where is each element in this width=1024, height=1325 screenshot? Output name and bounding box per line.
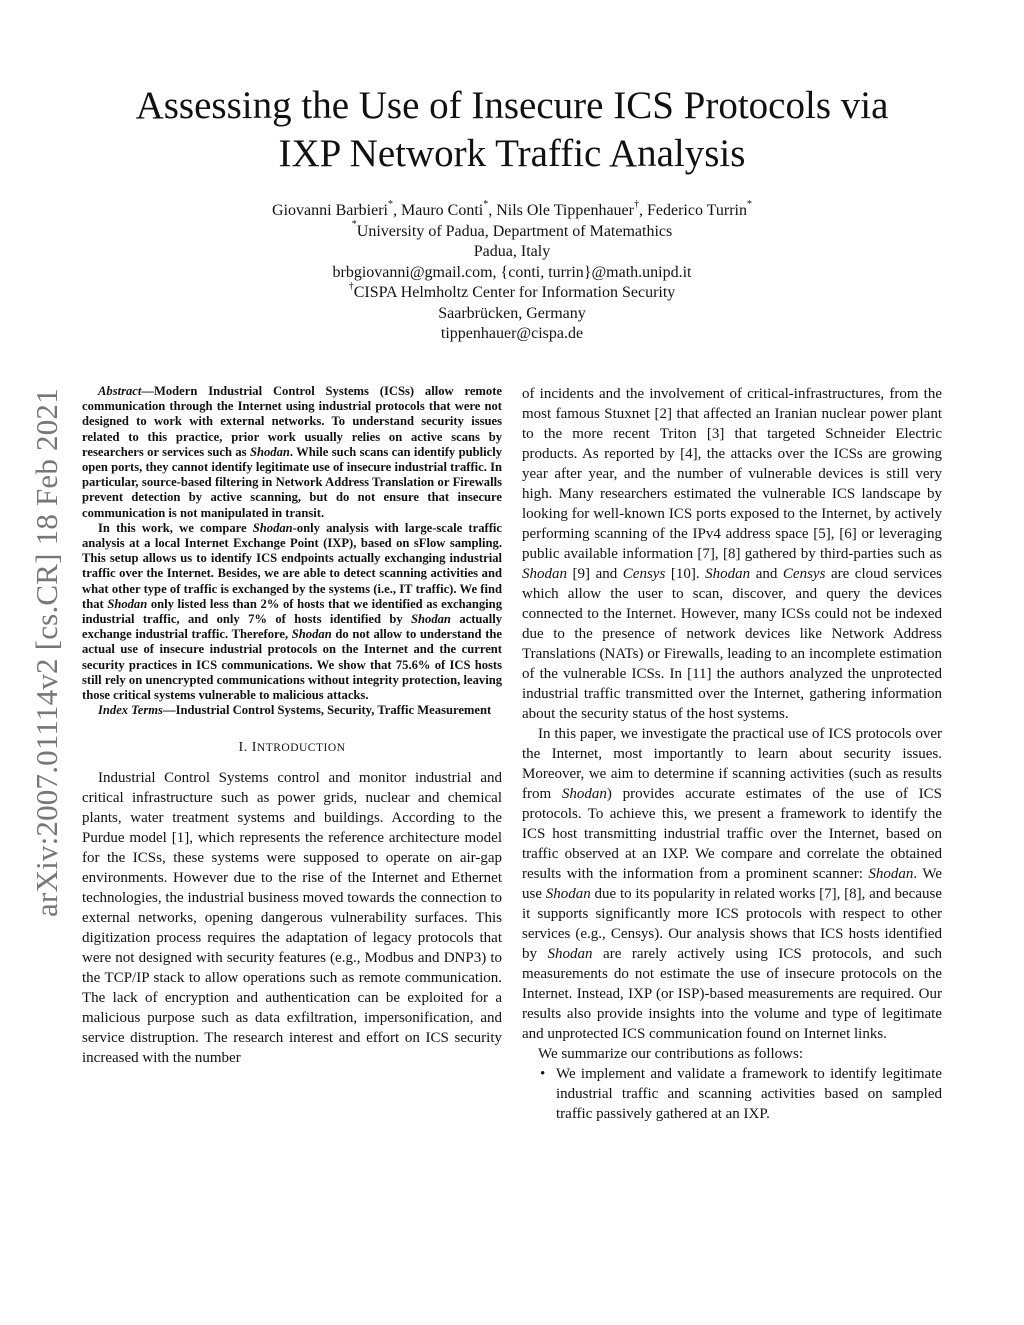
abstract-paragraph-1: Abstract—Modern Industrial Control Systems (ICSs) allow remote communication through the Internet using industrial protocols that were not designed to work with external networks. To understand security issues related to this practice, prior work usually relies on active scans by researchers or services such as Shodan. While such scans can identify publicly open ports, they cannot identify legitimate use of insecure industrial traffic. In particular, source-based filtering in Network Address Translation or Firewalls prevent detection by active scanning, but do not ensure that insecure communication is not manipulated in transit. — [82, 384, 502, 520]
contributions-list — [522, 1064, 942, 1124]
affiliation-1-city: Padua, Italy — [473, 243, 551, 260]
abstract — [82, 384, 502, 718]
right-column — [522, 384, 942, 1124]
title-line-2: IXP Network Traffic Analysis — [278, 132, 746, 175]
author-block — [120, 198, 904, 345]
bullet-icon: • — [540, 1066, 546, 1082]
paper-title — [80, 82, 944, 178]
intro-right — [522, 384, 942, 1124]
affiliation-2-city: Saarbrücken, Germany — [438, 304, 586, 322]
intro-left — [82, 768, 502, 1068]
affiliation-1-email: brbgiovanni@gmail.com, {conti, turrin}@math.unipd.it — [332, 263, 692, 281]
abstract-paragraph-2: In this work, we compare Shodan-only analysis with large-scale traffic analysis at a local Internet Exchange Point (IXP), based on sFlow sampling. This setup allows us to identify ICS endpoints actually exchanging industrial traffic over the Internet. Besides, we are able to detect scanning activities and what other type of traffic is exchanged by the systems (i.e., IT traffic). We find that Shodan only listed less than 2% of hosts that we identified as exchanging industrial traffic, and only 7% of hosts identified by Shodan actually exchange industrial traffic. Therefore, Shodan do not allow to understand the actual use of insecure industrial protocols on the Internet and the current security practices in ICS communications. We show that 75.6% of ICS hosts still rely on unencrypted communications without integrity protection, leaving those critical systems vulnerable to malicious attacks. — [82, 520, 502, 703]
index-terms: Index Terms—Industrial Control Systems, Security, Traffic Measurement — [98, 703, 492, 718]
title-line-1: Assessing the Use of Insecure ICS Protocols via — [135, 84, 889, 127]
affiliation-2-email: tippenhauer@cispa.de — [440, 325, 584, 342]
author-names: Giovanni Barbieri*, Mauro Conti*, Nils Ole Tippenhauer†, Federico Turrin* — [272, 198, 752, 219]
arxiv-identifier: arXiv:2007.01114v2 [cs.CR] 18 Feb 2021 — [29, 388, 64, 917]
intro-paragraph-3: In this paper, we investigate the practical use of ICS protocols over the Internet, most importantly to learn about security issues. Moreover, we aim to determine if scanning activities (such as results from Shodan) provides accurate estimates of the use of ICS protocols. To achieve this, we present a framework to identify the ICS host transmitting industrial traffic over the Internet, based on traffic observed at an IXP. We compare and correlate the obtained results with the information from a prominent scanner: Shodan. We use Shodan due to its popularity in related works [7], [8], and because it supports significantly more ICS protocols with respect to other services (e.g., Censys). Our analysis shows that ICS hosts identified by Shodan are rarely actively using ICS protocols, and such measurements do not estimate the use of insecure protocols on the Internet. Instead, IXP (or ISP)-based measurements are required. Our results also provide insights into the volume and type of legitimate and unprotected ICS communication found on Internet links. — [522, 726, 943, 1042]
list-item: • We implement and validate a framework to identify legitimate industrial traffic and scanning activities based on sampled traffic passively gathered at an IXP. — [540, 1066, 942, 1122]
intro-paragraph-4: We summarize our contributions as follows: — [538, 1046, 803, 1062]
left-column — [82, 384, 502, 1068]
intro-paragraph-1: Industrial Control Systems control and monitor industrial and critical infrastructure such as power grids, nuclear and chemical plants, water treatment systems and buildings. According to the Purdue model [1], which represents the reference architecture model for the ICSs, these systems were supposed to operate on air-gap environments. However due to the rise of the Internet and Ethernet technologies, the industrial business moved towards the connection to external networks, opening dangerous vulnerability surfaces. This digitization process requires the adaptation of legacy protocols that were not designed with security features (e.g., Modbus and DNP3) to the TCP/IP stack to allow operations such as remote communication. The lack of encryption and authentication can be exploited for a malicious purpose such as data exfiltration, impersonification, and service distruption. The research interest and effort on ICS security increased with the number — [82, 770, 502, 1067]
section-heading-introduction: I. INTRODUCTION — [238, 740, 346, 756]
affiliation-2: †CISPA Helmholtz Center for Information Security — [348, 280, 676, 301]
affiliation-1: *University of Padua, Department of Matemathics — [351, 219, 673, 240]
intro-paragraph-2: of incidents and the involvement of critical-infrastructures, from the most famous Stuxnet [2] that affected an Iranian nuclear power plant to the more recent Triton [3] that targeted Schneider Electric products. As reported by [4], the attacks over the ICSs are growing year after year, and the number of vulnerable devices is still very high. Many researchers estimated the vulnerable ICS landscape by looking for well-known ICS ports exposed to the Internet, by actively performing scanning of the IPv4 address space [5], [6] or leveraging public available information [7], [8] gathered by third-parties such as Shodan [9] and Censys [10]. Shodan and Censys are cloud services which allow the user to scan, discover, and query the devices connected to the Internet. However, many ICSs could not be indexed due to the presence of network devices like Network Address Translations (NATs) or Firewalls, leading to an incomplete estimation of the vulnerable ICSs. In [11] the authors analyzed the unprotected industrial traffic transmitted over the Internet, gathering information about the security status of the host systems. — [522, 386, 942, 722]
